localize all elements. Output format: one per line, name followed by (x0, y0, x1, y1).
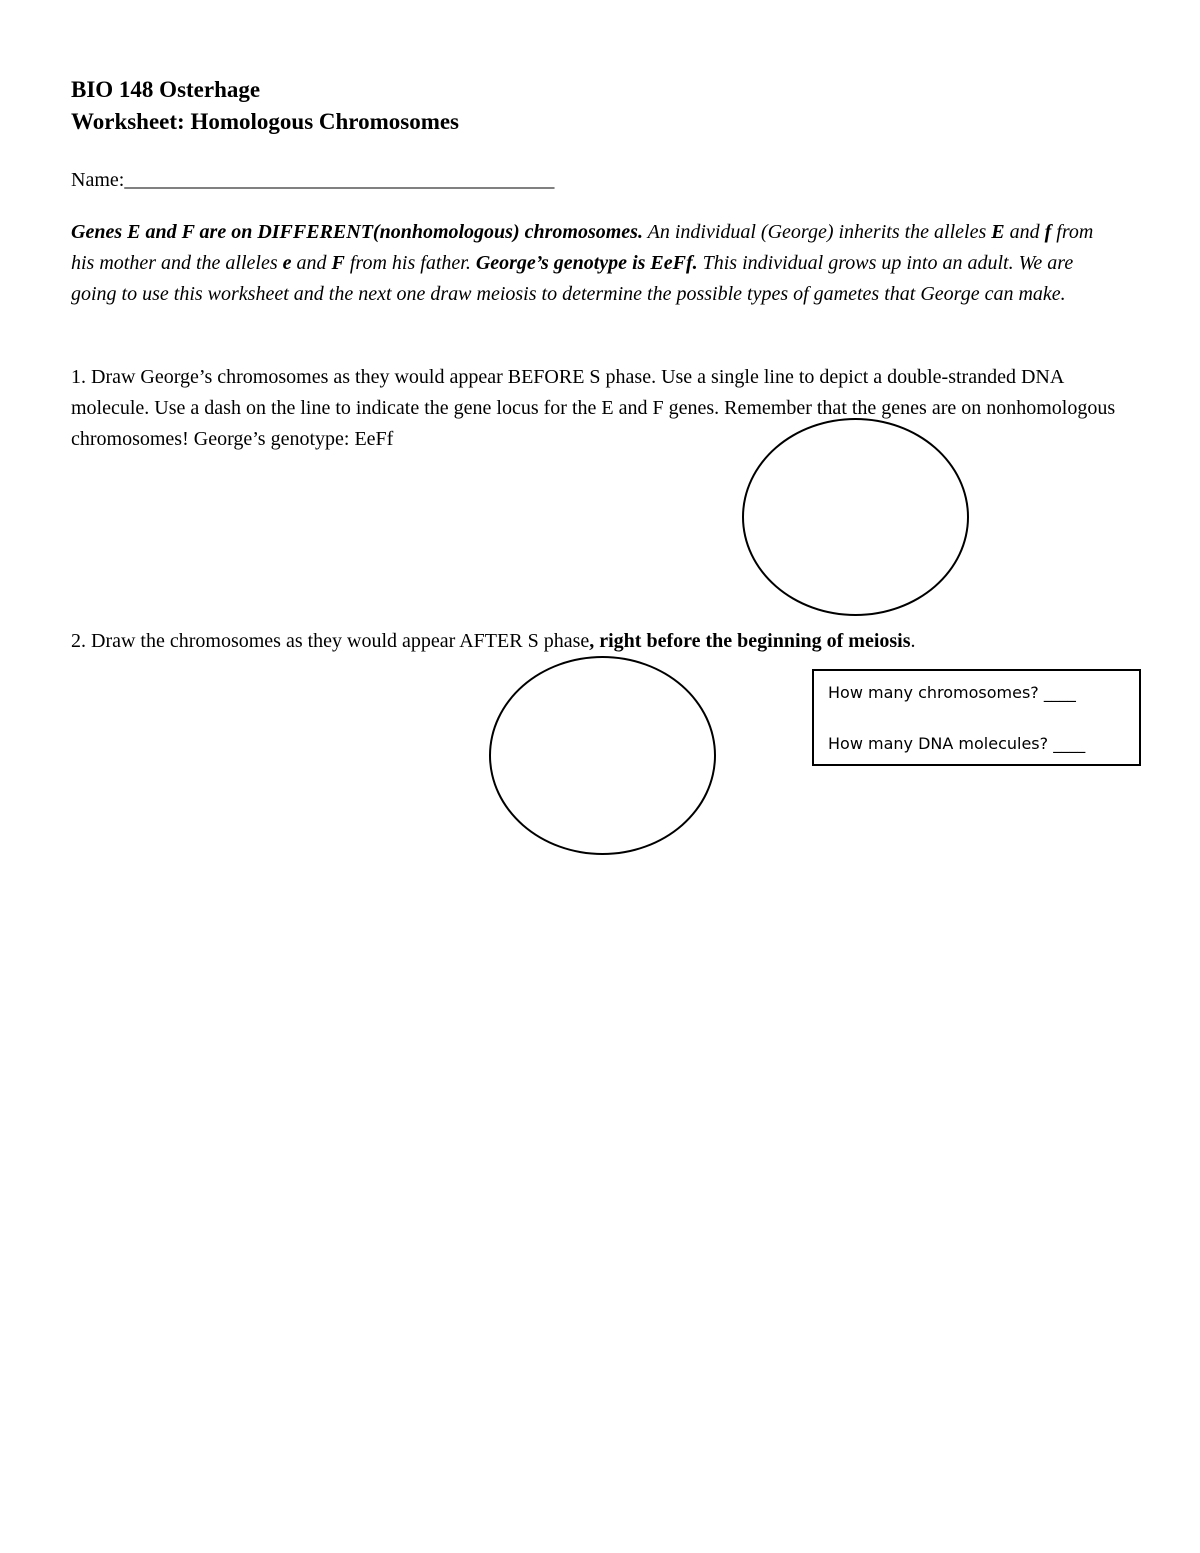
question-2 (71, 626, 1116, 657)
name-blank[interactable]: ___________________________________________ (124, 169, 555, 191)
course-title: BIO 148 Osterhage (71, 77, 261, 102)
question-2-emphasis: , right before the beginning of meiosis (589, 630, 911, 652)
name-label: Name: (71, 169, 125, 191)
intro-gene-statement: Genes E and F are on DIFFERENT(nonhomologous) chromosomes. (71, 221, 643, 243)
intro-text: from his father. (344, 252, 476, 274)
intro-text: and (1004, 221, 1045, 243)
chromosome-count-prompt[interactable]: How many chromosomes? ____ (828, 683, 1076, 702)
intro-text: This individual grows up into an adult. We are going to use this worksheet and the next one draw meiosis to determine the possible types of gametes that George can make. (71, 252, 1074, 305)
worksheet-header (71, 74, 459, 138)
intro-paragraph (71, 217, 1111, 310)
allele-f: f (1044, 221, 1052, 243)
question-1: 1. Draw George’s chromosomes as they would appear BEFORE S phase. Use a single line to depict a double-stranded DNA molecule. Use a dash on the line to indicate the gene locus for the E and F genes. Remember that the genes are on nonhomologous chromosomes! George’s genotype: EeFf (71, 366, 1116, 450)
intro-text: from his mother and the alleles (71, 221, 1094, 274)
dna-molecule-count-prompt[interactable]: How many DNA molecules? ____ (828, 734, 1086, 753)
genotype-statement: George’s genotype is EeFf. (475, 252, 698, 274)
question-2-period: . (910, 630, 916, 652)
allele-E: E (991, 221, 1005, 243)
allele-F: F (331, 252, 345, 274)
cell-drawing-circle-1[interactable] (742, 418, 969, 616)
cell-drawing-circle-2[interactable] (489, 656, 716, 855)
allele-e: e (282, 252, 292, 274)
intro-text: and (291, 252, 332, 274)
count-box (812, 669, 1141, 766)
question-2-text: 2. Draw the chromosomes as they would appear AFTER S phase (71, 630, 590, 652)
name-field[interactable] (71, 167, 554, 193)
worksheet-title: Worksheet: Homologous Chromosomes (71, 109, 460, 134)
intro-text: An individual (George) inherits the alleles (642, 221, 992, 243)
